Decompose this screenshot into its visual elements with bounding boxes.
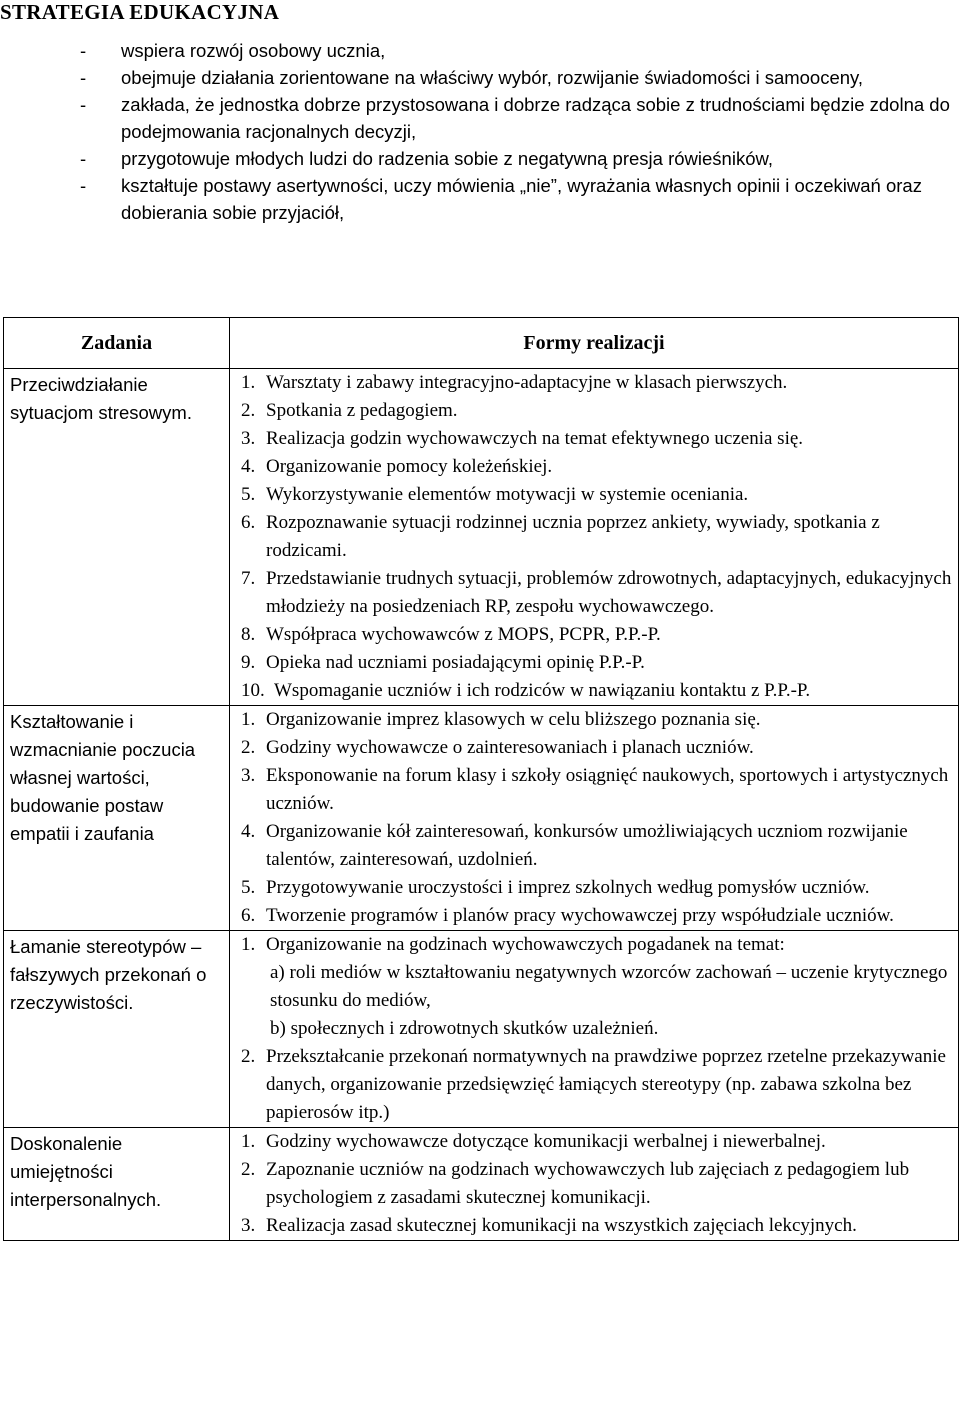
bullet-item: - przygotowuje młodych ludzi do radzenia sobie z negatywną presja rówieśników, bbox=[80, 145, 950, 172]
item-text: Przekształcanie przekonań normatywnych na prawdziwe poprzez rzetelne przekazywanie danych, organizowanie przedsięwzięć łamiących stereotypy (np. zabawa szkolna bez papierosów itp.) bbox=[266, 1046, 946, 1123]
forms-cell bbox=[230, 1128, 959, 1241]
list-item bbox=[241, 397, 952, 425]
list-item bbox=[241, 818, 952, 874]
item-text: Realizacja zasad skutecznej komunikacji na wszystkich zajęciach lekcyjnych. bbox=[266, 1215, 857, 1236]
item-text: Spotkania z pedagogiem. bbox=[266, 400, 458, 421]
item-text: Wykorzystywanie elementów motywacji w systemie oceniania. bbox=[266, 484, 749, 505]
bullet-item: - kształtuje postawy asertywności, uczy mówienia „nie”, wyrażania własnych opinii i oczekiwań oraz dobierania sobie przyjaciół, bbox=[80, 172, 950, 226]
item-text: Opieka nad uczniami posiadającymi opinię P.P.-P. bbox=[266, 652, 645, 673]
item-text: Rozpoznawanie sytuacji rodzinnej ucznia poprzez ankiety, wywiady, spotkania z rodzicami. bbox=[266, 512, 880, 561]
item-number: 1. bbox=[241, 1131, 256, 1152]
forms-list bbox=[241, 706, 952, 930]
item-number: 5. bbox=[241, 484, 256, 505]
item-text: Eksponowanie na forum klasy i szkoły osiągnięć naukowych, sportowych i artystycznych uczniów. bbox=[266, 765, 949, 814]
item-text: Przedstawianie trudnych sytuacji, problemów zdrowotnych, adaptacyjnych, edukacyjnych młodzieży na posiedzeniach RP, zespołu wychowawczego. bbox=[266, 568, 952, 617]
item-number: 8. bbox=[241, 624, 256, 645]
bullet-marker: - bbox=[80, 67, 87, 88]
sub-item: a) roli mediów w kształtowaniu negatywnych wzorców zachowań – uczenie krytycznego stosunku do mediów, bbox=[270, 962, 948, 1011]
header-forms: Formy realizacji bbox=[230, 318, 959, 369]
item-number: 4. bbox=[241, 821, 256, 842]
item-text: Organizowanie imprez klasowych w celu bliższego poznania się. bbox=[266, 709, 761, 730]
list-item bbox=[241, 453, 952, 481]
task-cell: Doskonalenie umiejętności interpersonalnych. bbox=[4, 1128, 230, 1241]
list-item bbox=[241, 509, 952, 565]
document-title: STRATEGIA EDUKACYJNA bbox=[0, 0, 280, 24]
list-item bbox=[241, 621, 952, 649]
list-item bbox=[241, 1212, 952, 1240]
forms-cell bbox=[230, 369, 959, 706]
list-item bbox=[241, 369, 952, 397]
item-text: Wspomaganie uczniów i ich rodziców w nawiązaniu kontaktu z P.P.-P. bbox=[274, 680, 811, 701]
strategy-bullet-list bbox=[80, 37, 950, 226]
list-item bbox=[241, 706, 952, 734]
item-text: Godziny wychowawcze dotyczące komunikacji werbalnej i niewerbalnej. bbox=[266, 1131, 826, 1152]
bullet-marker: - bbox=[80, 40, 87, 61]
task-cell: Przeciwdziałanie sytuacjom stresowym. bbox=[4, 369, 230, 706]
list-item bbox=[241, 874, 952, 902]
forms-cell bbox=[230, 931, 959, 1128]
list-item bbox=[241, 1128, 952, 1156]
item-number: 2. bbox=[241, 1159, 256, 1180]
item-text: Przygotowywanie uroczystości i imprez szkolnych według pomysłów uczniów. bbox=[266, 877, 870, 898]
list-item bbox=[241, 481, 952, 509]
list-item bbox=[241, 677, 952, 705]
item-number: 3. bbox=[241, 428, 256, 449]
item-text: Godziny wychowawcze o zainteresowaniach i planach uczniów. bbox=[266, 737, 754, 758]
table-row bbox=[4, 1128, 959, 1241]
bullet-marker: - bbox=[80, 148, 87, 169]
bullet-marker: - bbox=[80, 94, 87, 115]
item-text: Warsztaty i zabawy integracyjno-adaptacyjne w klasach pierwszych. bbox=[266, 372, 788, 393]
list-item bbox=[241, 762, 952, 818]
item-text: Organizowanie pomocy koleżeńskiej. bbox=[266, 456, 553, 477]
item-number: 3. bbox=[241, 765, 256, 786]
item-text: Współpraca wychowawców z MOPS, PCPR, P.P.-P. bbox=[266, 624, 661, 645]
forms-list bbox=[241, 369, 952, 705]
item-text: Organizowanie kół zainteresowań, konkursów umożliwiających uczniom rozwijanie talentów, zainteresowań, uzdolnień. bbox=[266, 821, 908, 870]
item-text: Zapoznanie uczniów na godzinach wychowawczych lub zajęciach z pedagogiem lub psychologiem z zasadami skutecznej komunikacji. bbox=[266, 1159, 910, 1208]
list-item bbox=[241, 1156, 952, 1212]
item-number: 6. bbox=[241, 905, 256, 926]
item-number: 3. bbox=[241, 1215, 256, 1236]
header-tasks: Zadania bbox=[4, 318, 230, 369]
task-cell: Kształtowanie i wzmacnianie poczucia własnej wartości, budowanie postaw empatii i zaufania bbox=[4, 706, 230, 931]
table-row bbox=[4, 706, 959, 931]
forms-cell bbox=[230, 706, 959, 931]
task-cell: Łamanie stereotypów – fałszywych przekonań o rzeczywistości. bbox=[4, 931, 230, 1128]
list-item bbox=[241, 1043, 952, 1127]
list-item bbox=[241, 931, 952, 1043]
item-number: 4. bbox=[241, 456, 256, 477]
bullet-marker: - bbox=[80, 175, 87, 196]
item-number: 10. bbox=[241, 680, 265, 701]
bullet-item: - zakłada, że jednostka dobrze przystosowana i dobrze radząca sobie z trudnościami będzie zdolna do podejmowania racjonalnych decyzji, bbox=[80, 91, 950, 145]
list-item bbox=[241, 649, 952, 677]
list-item bbox=[241, 902, 952, 930]
table-row bbox=[4, 369, 959, 706]
item-number: 1. bbox=[241, 709, 256, 730]
table-body bbox=[4, 369, 959, 1241]
item-number: 1. bbox=[241, 934, 256, 955]
tasks-table bbox=[3, 317, 959, 1241]
item-text: Tworzenie programów i planów pracy wychowawczej przy współudziale uczniów. bbox=[266, 905, 894, 926]
list-item bbox=[241, 425, 952, 453]
item-text: Organizowanie na godzinach wychowawczych pogadanek na temat: bbox=[266, 934, 785, 955]
item-number: 6. bbox=[241, 512, 256, 533]
forms-list bbox=[241, 931, 952, 1127]
item-number: 7. bbox=[241, 568, 256, 589]
sub-item: b) społecznych i zdrowotnych skutków uzależnień. bbox=[270, 1018, 659, 1039]
item-number: 1. bbox=[241, 372, 256, 393]
table-header-row bbox=[4, 318, 959, 369]
item-number: 2. bbox=[241, 737, 256, 758]
bullet-item: - wspiera rozwój osobowy ucznia, bbox=[80, 37, 950, 64]
bullet-item: - obejmuje działania zorientowane na właściwy wybór, rozwijanie świadomości i samooceny, bbox=[80, 64, 950, 91]
item-text: Realizacja godzin wychowawczych na temat efektywnego uczenia się. bbox=[266, 428, 804, 449]
list-item bbox=[241, 565, 952, 621]
item-number: 2. bbox=[241, 400, 256, 421]
item-number: 2. bbox=[241, 1046, 256, 1067]
table-row bbox=[4, 931, 959, 1128]
list-item bbox=[241, 734, 952, 762]
item-number: 9. bbox=[241, 652, 256, 673]
forms-list bbox=[241, 1128, 952, 1240]
item-number: 5. bbox=[241, 877, 256, 898]
